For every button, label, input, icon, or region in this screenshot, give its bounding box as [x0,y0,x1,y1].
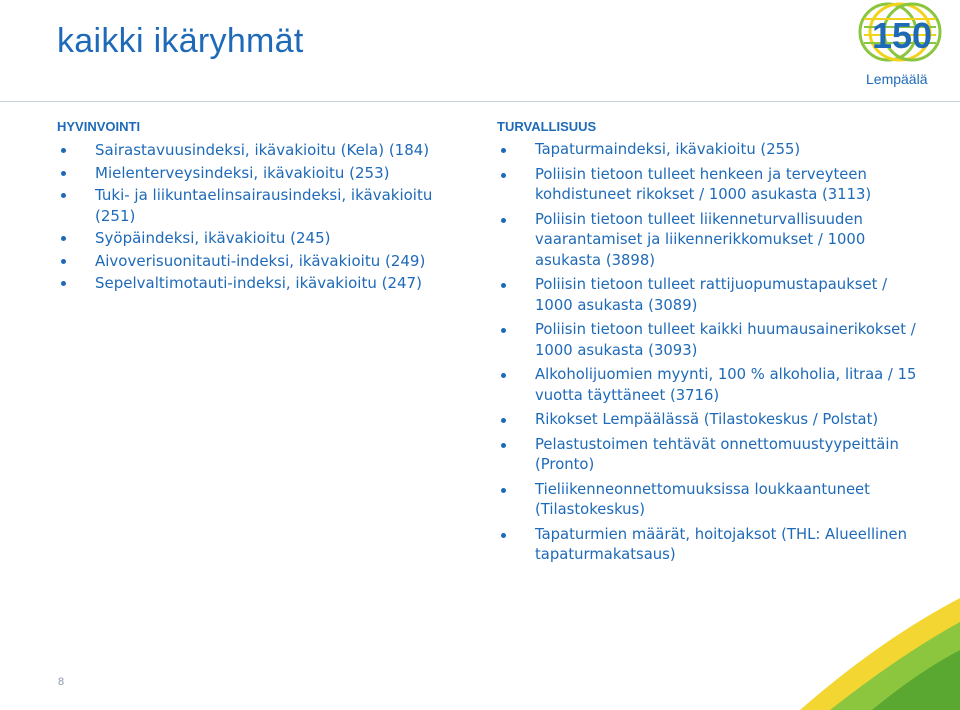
list-item: Aivoverisuonitauti-indeksi, ikävakioitu (249) [57,251,467,272]
title-divider [0,101,960,102]
list-item: Sepelvaltimotauti-indeksi, ikävakioitu (247) [57,273,467,294]
list-item: Alkoholijuomien myynti, 100 % alkoholia, litraa / 15 vuotta täyttäneet (3716) [497,365,917,406]
list-item: Poliisin tietoon tulleet rattijuopumustapaukset / 1000 asukasta (3089) [497,275,917,316]
list-item: Tieliikenneonnettomuuksissa loukkaantuneet (Tilastokeskus) [497,480,917,521]
list-item: Pelastustoimen tehtävät onnettomuustyypeittäin (Pronto) [497,435,917,476]
list-item: Poliisin tietoon tulleet liikenneturvallisuuden vaarantamiset ja liikennerikkomukset / 1000 asukasta (3898) [497,210,917,272]
list-item: Tapaturmaindeksi, ikävakioitu (255) [497,140,917,161]
list-item: Sairastavuusindeksi, ikävakioitu (Kela) (184) [57,140,467,161]
bullet-icon [61,193,66,198]
list-item: Mielenterveysindeksi, ikävakioitu (253) [57,163,467,184]
wellbeing-heading: HYVINVOINTI [57,119,141,134]
safety-list [497,140,917,566]
bullet-icon [501,533,506,538]
bullet-icon [501,218,506,223]
wellbeing-column [57,119,467,296]
logo-wordmark: Lempäälä [866,71,928,87]
bullet-icon [501,148,506,153]
bullet-icon [61,171,66,176]
safety-column [497,119,917,570]
bullet-icon [501,173,506,178]
list-item: Tuki- ja liikuntaelinsairausindeksi, ikävakioitu (251) [57,185,467,226]
bullet-icon [61,236,66,241]
wellbeing-list [57,140,467,294]
bullet-icon [501,283,506,288]
safety-heading: TURVALLISUUS [497,119,597,134]
bullet-icon [501,443,506,448]
slide-title: kaikki ikäryhmät [57,22,304,60]
list-item: Syöpäindeksi, ikävakioitu (245) [57,228,467,249]
bullet-icon [61,259,66,264]
bullet-icon [501,373,506,378]
bullet-icon [501,488,506,493]
list-item: Tapaturmien määrät, hoitojaksot (THL: Alueellinen tapaturmakatsaus) [497,525,917,566]
svg-text:150: 150 [872,15,933,56]
bullet-icon [501,328,506,333]
page-number: 8 [58,676,65,688]
list-item: Rikokset Lempäälässä (Tilastokeskus / Polstat) [497,410,917,431]
bullet-icon [61,281,66,286]
bullet-icon [61,148,66,153]
bullet-icon [501,418,506,423]
list-item: Poliisin tietoon tulleet kaikki huumausainerikokset / 1000 asukasta (3093) [497,320,917,361]
list-item: Poliisin tietoon tulleet henkeen ja terveyteen kohdistuneet rikokset / 1000 asukasta (3113) [497,165,917,206]
